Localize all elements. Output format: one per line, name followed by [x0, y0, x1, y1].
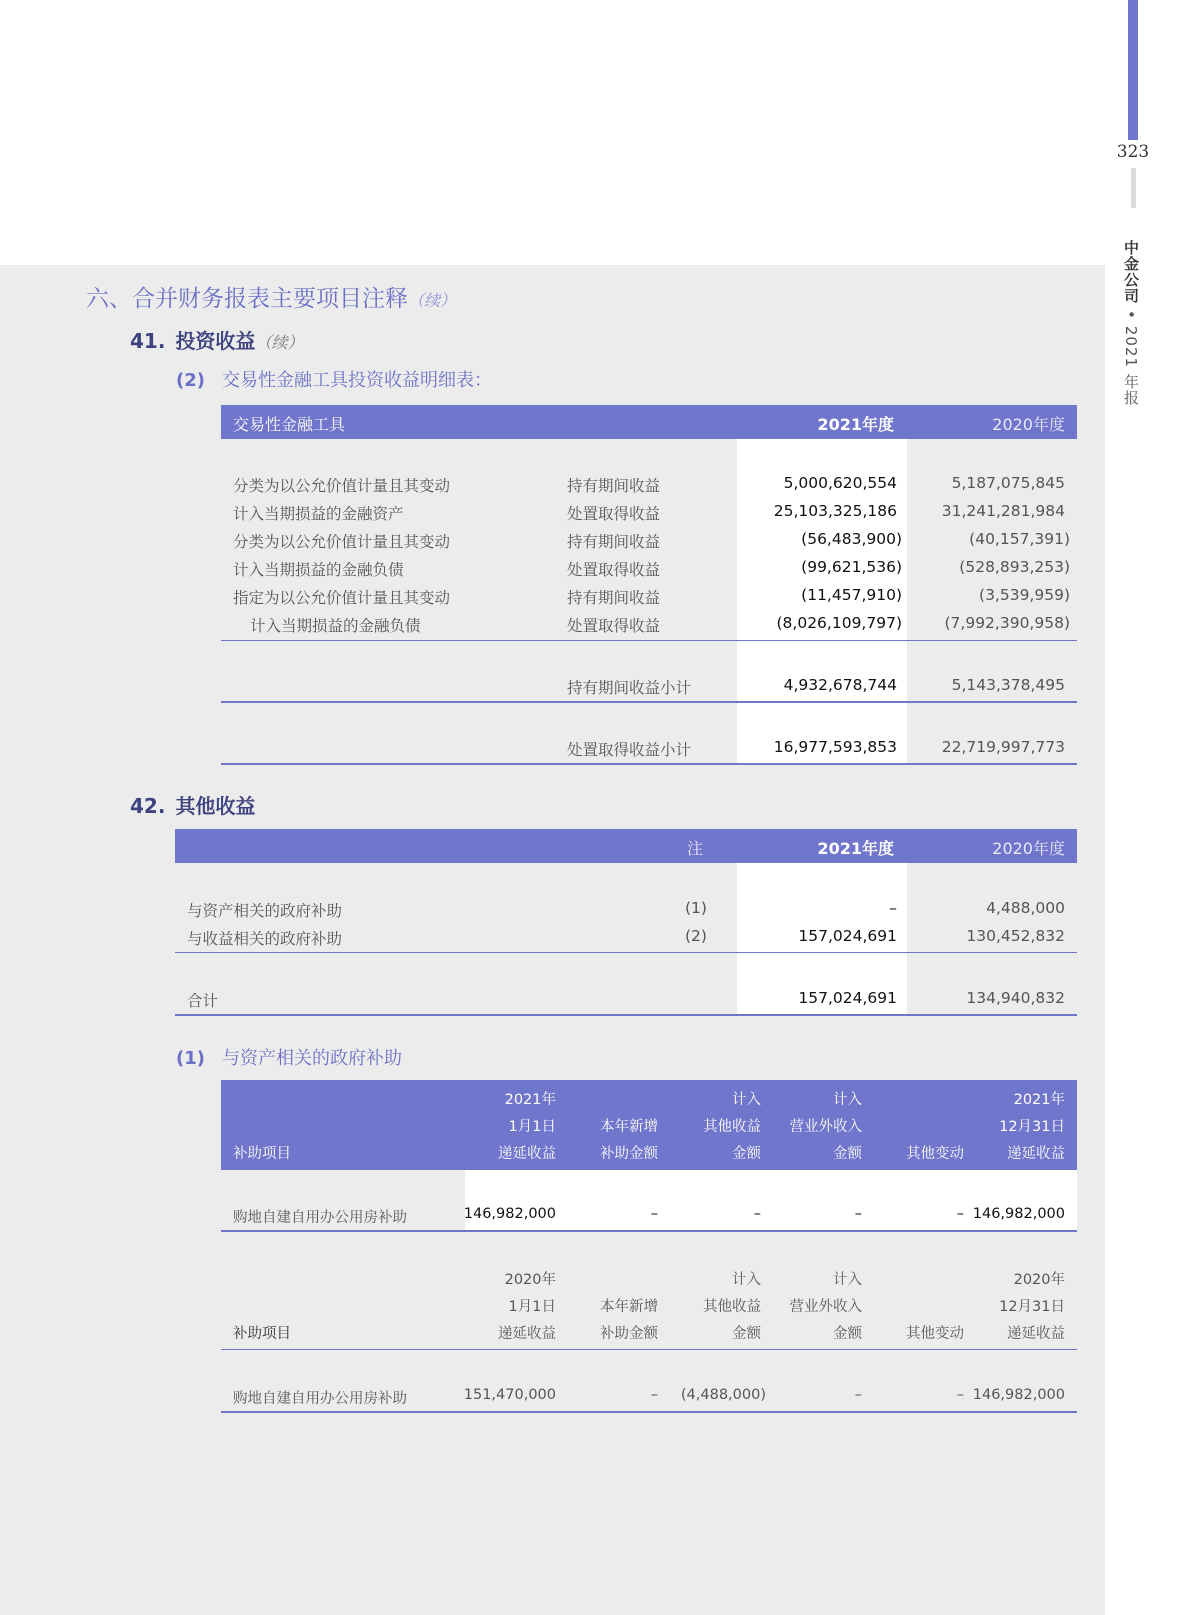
row-label: 分类为以公允价值计量且其变动	[233, 533, 451, 551]
note-42-title: 42. 其他收益	[130, 794, 256, 818]
non-operating-amount: –	[854, 1387, 862, 1403]
row-type: 处置取得收益	[567, 617, 661, 635]
other-change: –	[956, 1387, 964, 1403]
row-label: 计入当期损益的金融负债	[250, 617, 421, 635]
subtotal-2020: 5,143,378,495	[951, 676, 1065, 694]
other-income-amount: (4,488,000)	[680, 1387, 766, 1403]
total-2020: 134,940,832	[966, 989, 1065, 1007]
value-2020: 130,452,832	[966, 927, 1065, 945]
sidebar-accent-bar	[1128, 0, 1138, 140]
value-2021: 25,103,325,186	[773, 502, 897, 520]
row-label: 与资产相关的政府补助	[187, 902, 343, 920]
row-label: 计入当期损益的金融负债	[233, 561, 404, 579]
table-rule	[221, 763, 1077, 765]
row-label: 指定为以公允价值计量且其变动	[233, 589, 451, 607]
row-type: 持有期间收益	[567, 589, 661, 607]
total-2021: 157,024,691	[798, 989, 897, 1007]
row-type: 处置取得收益	[567, 561, 661, 579]
table-header-2021: 补助项目 2021年 1月1日 递延收益 本年新增 补助金额 计入 其他收益 金额 计入 营业外收入 金额 其他变动 2021年 12月31日 递延收益	[221, 1080, 1077, 1170]
report-name: 2021 年报	[1122, 325, 1140, 406]
table-rule	[221, 1230, 1077, 1232]
subtotal-2021: 4,932,678,744	[783, 676, 897, 694]
note-42-1-title: (1) 与资产相关的政府补助	[176, 1048, 402, 1069]
closing-balance: 146,982,000	[972, 1206, 1065, 1222]
subtotal-label: 持有期间收益小计	[567, 679, 692, 697]
sidebar-divider	[1131, 168, 1136, 208]
company-name: 中金公司	[1122, 240, 1140, 304]
table-rule	[175, 952, 1077, 953]
value-2021: (8,026,109,797)	[776, 614, 902, 632]
value-2020: 31,241,281,984	[941, 502, 1065, 520]
value-2020: (3,539,959)	[979, 586, 1070, 604]
added-amount: –	[650, 1387, 658, 1403]
row-note: (2)	[685, 927, 707, 945]
table-header-2020: 补助项目 2020年 1月1日 递延收益 本年新增 补助金额 计入 其他收益 金额 计入 营业外收入 金额 其他变动 2020年 12月31日 递延收益	[233, 1272, 1065, 1342]
row-label: 与收益相关的政府补助	[187, 930, 343, 948]
closing-balance: 146,982,000	[972, 1387, 1065, 1403]
table-rule	[175, 1014, 1077, 1016]
separator-dot: •	[1122, 310, 1140, 320]
table-header: 交易性金融工具 2021年度 2020年度	[221, 405, 1077, 439]
section-title: 六、合并财务报表主要项目注释（续）	[86, 286, 457, 312]
other-income-amount: –	[753, 1206, 761, 1222]
total-label: 合计	[187, 992, 219, 1010]
table-rule	[221, 640, 1077, 641]
row-type: 持有期间收益	[567, 477, 661, 495]
added-amount: –	[650, 1206, 658, 1222]
opening-balance: 146,982,000	[463, 1206, 556, 1222]
row-item: 购地自建自用办公用房补助	[233, 1210, 407, 1226]
table-rule	[221, 701, 1077, 703]
row-item: 购地自建自用办公用房补助	[233, 1391, 407, 1407]
row-type: 处置取得收益	[567, 505, 661, 523]
value-2021: 157,024,691	[798, 927, 897, 945]
row-label: 计入当期损益的金融资产	[233, 505, 404, 523]
page-number: 323	[1116, 142, 1150, 162]
value-2021: –	[889, 899, 897, 917]
subtotal-2021: 16,977,593,853	[773, 738, 897, 756]
value-2021: (11,457,910)	[801, 586, 902, 604]
running-footer	[1121, 240, 1142, 406]
value-2020: 4,488,000	[986, 899, 1065, 917]
note-41-2-title: (2) 交易性金融工具投资收益明细表：	[176, 370, 492, 391]
value-2020: (528,893,253)	[959, 558, 1070, 576]
table-header: 注 2021年度 2020年度	[175, 829, 1077, 863]
row-label: 分类为以公允价值计量且其变动	[233, 477, 451, 495]
value-2020: 5,187,075,845	[951, 474, 1065, 492]
value-2021: (99,621,536)	[801, 558, 902, 576]
subtotal-label: 处置取得收益小计	[567, 741, 692, 759]
value-2020: (7,992,390,958)	[944, 614, 1070, 632]
table-rule	[221, 1411, 1077, 1413]
row-note: (1)	[685, 899, 707, 917]
value-2021: (56,483,900)	[801, 530, 902, 548]
non-operating-amount: –	[854, 1206, 862, 1222]
table-rule	[221, 1349, 1077, 1350]
row-type: 持有期间收益	[567, 533, 661, 551]
note-41-title: 41. 投资收益（续）	[130, 329, 304, 353]
opening-balance: 151,470,000	[463, 1387, 556, 1403]
subtotal-2020: 22,719,997,773	[941, 738, 1065, 756]
other-change: –	[956, 1206, 964, 1222]
value-2021: 5,000,620,554	[783, 474, 897, 492]
value-2020: (40,157,391)	[969, 530, 1070, 548]
